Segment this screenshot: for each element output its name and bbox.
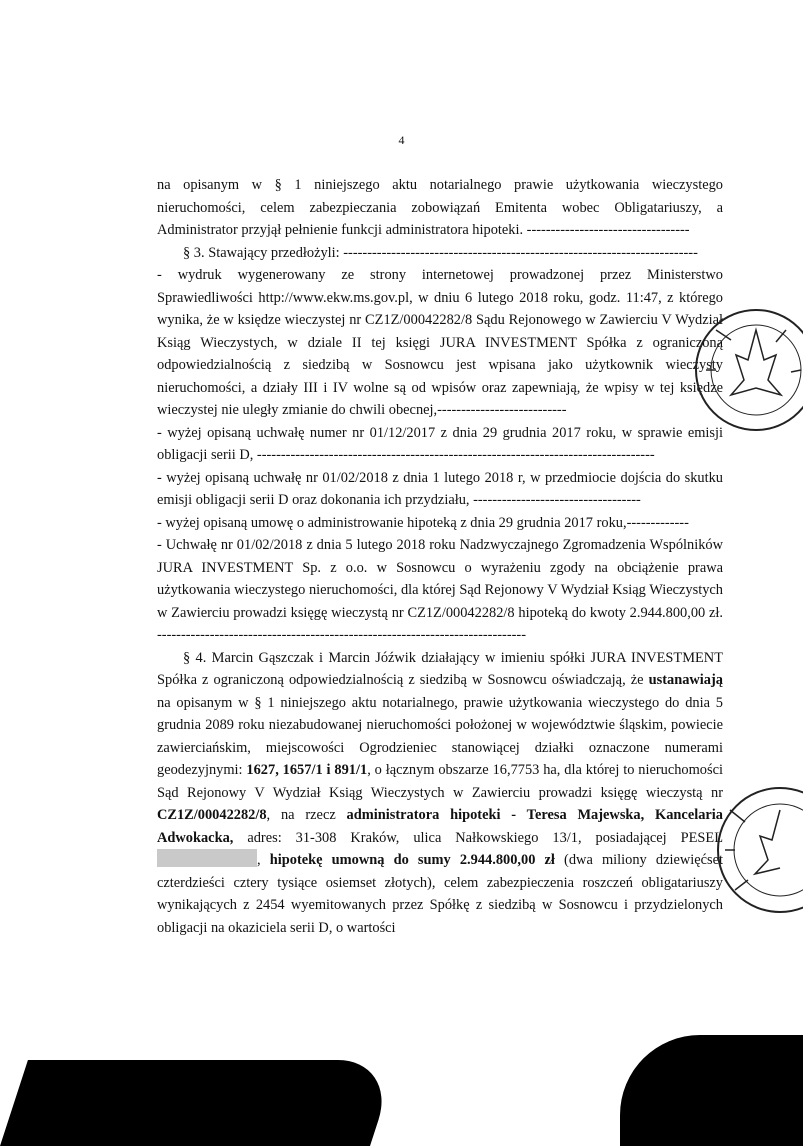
list-item-shareholders-resolution: - Uchwałę nr 01/02/2018 z dnia 5 lutego 2018 roku Nadzwyczajnego Zgromadzenia Wspólników JURA INVESTMENT Sp. z o.o. w Sosnowcu o wyrażeniu zgody na obciążenie prawa użytkowania wieczystego nieruchomości, dla której Sąd Rejonowy V Wydział Ksiąg Wieczystych w Zawierciu prowadzi księgę wieczystą nr CZ1Z/00042282/8 hipoteką do kwoty 2.944.800,00 zł. ----------------------------------------------------------------------------- <box>157 537 723 643</box>
pesel-redaction <box>157 849 257 867</box>
intro-paragraph: na opisanym w § 1 niniejszego aktu notarialnego prawie użytkowania wieczystego nieruchomości, celem zabezpieczania zobowiązań Emitenta wobec Obligatariuszy, a Administrator przyjął pełnienie funkcji administratora hipoteki. ---------------------------------- <box>157 177 723 238</box>
document-body <box>157 174 723 939</box>
section-4-text: , <box>257 852 270 868</box>
section-4-text: Spółkę z siedzibą w Sosnowcu i przydzielonych obligacji na okaziciela serii D, o wartości <box>157 897 723 936</box>
notary-seal-top <box>686 300 803 450</box>
section-4-mortgage-amount: hipotekę umowną do sumy 2.944.800,00 zł <box>269 852 555 868</box>
section-4-text: adres: 31-308 Kraków, ulica Nałkowskiego 13/1, posiadającej PESEL <box>233 829 723 846</box>
section-4-text: § 4. Marcin Gąszczak i Marcin Jóźwik działający w imieniu spółki JURA INVESTMENT Spółka z ograniczoną odpowiedzialnością z siedzibą w Sosnowcu oświadczają, że <box>157 649 723 688</box>
section-4-text: , na rzecz <box>266 807 347 823</box>
section-4-text: (dwa miliony dziewięćset czterdzieści cztery tysiące osiemset złotych), celem zabezpieczenia roszczeń obligatariuszy wynikających z 2454 wyemitowanych przez <box>157 852 723 913</box>
section-4-administrator: administratora hipoteki - Teresa Majewska, Kancelaria Adwokacka, <box>157 807 723 846</box>
list-item-resolution-emission: - wyżej opisaną uchwałę numer nr 01/12/2017 z dnia 29 grudnia 2017 roku, w sprawie emisji obligacji serii D, ----------------------------------------------------------------------------------- <box>157 424 723 463</box>
section-3-lead: Stawający przedłożyli: -------------------------------------------------------------------------- <box>204 244 698 261</box>
list-item-ekw-printout: - wydruk wygenerowany ze strony internetowej prowadzonej przez Ministerstwo Sprawiedliwości http://www.ekw.ms.gov.pl, w dniu 6 lutego 2018 roku, godz. 11:47, z którego wynika, że w księdze wieczystej nr CZ1Z/00042282/8 Sądu Rejonowego w Zawierciu V Wydział Ksiąg Wieczystych, w dziale II tej księgi JURA INVESTMENT Spółka z ograniczoną odpowiedzialnością z siedzibą w Sosnowcu jest wpisana jako użytkownik wieczysty nieruchomości, a działy III i IV wolne są od wpisów oraz zapewniają, że wpisy w tej księdze wieczystej nie uległy zmianie do chwili obecnej,--------------------------- <box>157 267 723 418</box>
section-4-parcels: 1627, 1657/1 i 891/1 <box>246 762 368 778</box>
list-item-resolution-allotment: - wyżej opisaną uchwałę nr 01/02/2018 z dnia 1 lutego 2018 r, w przedmiocie dojścia do skutku emisji obligacji serii D oraz dokonania ich przydziału, ----------------------------------- <box>157 469 723 508</box>
section-4-text: na opisanym w § 1 niniejszego aktu notarialnego, prawie użytkowania wieczystego do dnia 5 grudnia 2089 roku niezabudowanej nieruchomości położonej w województwie śląskim, powiecie zawierciańskim, miejscowości Ogrodzieniec stanowiącej działki oznaczone numerami geodezyjnymi: <box>157 694 723 778</box>
page-number: 4 <box>398 133 405 147</box>
section-4-paragraph <box>157 647 723 940</box>
section-3-heading: § 3. <box>183 244 205 261</box>
section-4-text: , o łącznym obszarze 16,7753 ha, dla której to nieruchomości Sąd Rejonowy V Wydział Ksiąg Wieczystych w Zawierciu prowadzi księgę wieczystą nr <box>157 762 723 801</box>
scan-smudge-left <box>0 1060 398 1146</box>
section-4-ustanawiaja: ustanawiają <box>648 672 723 688</box>
list-item-mortgage-agreement: - wyżej opisaną umowę o administrowanie hipoteką z dnia 29 grudnia 2017 roku,------------- <box>157 514 689 531</box>
notary-seal-bottom <box>700 770 803 930</box>
section-3-paragraph <box>157 242 723 265</box>
section-4-land-register: CZ1Z/00042282/8 <box>157 807 267 823</box>
scan-smudge-right <box>620 1035 803 1146</box>
